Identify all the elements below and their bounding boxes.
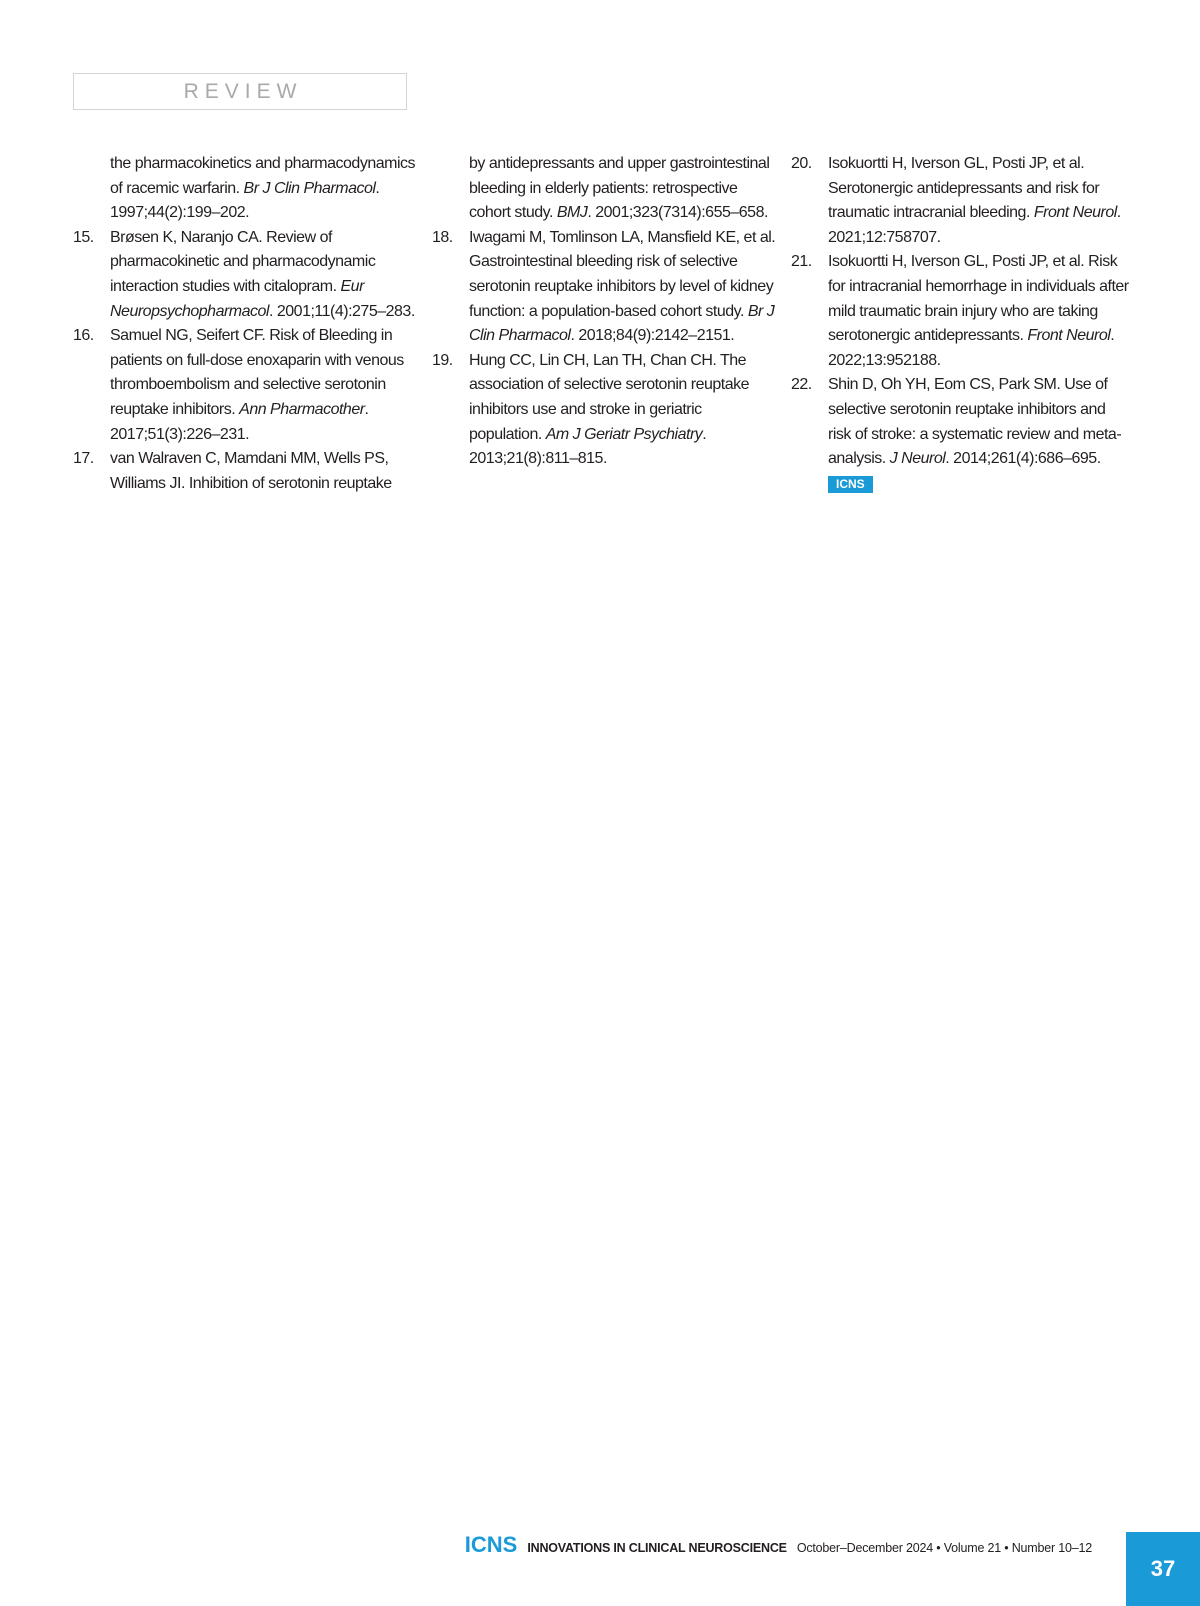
reference-text [110,450,392,492]
section-header-box [73,73,407,110]
reference-segment: Samuel NG, Seifert CF. Risk of Bleeding in patients on full-dose enoxaparin with venous thromboembolism and selective serotonin reuptake inhibitors. [110,327,404,418]
page-number: 37 [1150,1556,1176,1581]
reference-segment: . 2022;13:952188. [828,327,1115,369]
reference-segment: . 2021;12:758707. [828,204,1121,246]
reference-text [110,155,415,221]
reference-segment: Isokuortti H, Iverson GL, Posti JP, et al. Risk for intracranial hemorrhage in individuals after mild traumatic brain injury who are taking serotonergic antidepressants. [828,253,1129,345]
footer-journal-name: INNOVATIONS IN CLINICAL NEUROSCIENCE [527,1541,787,1555]
references-column-3 [791,152,1131,496]
footer-journal-logo: ICNS [464,1532,518,1557]
reference-item [791,152,1131,250]
reference-segment: the pharmacokinetics and pharmacodynamics of racemic warfarin. [110,155,415,197]
reference-text [110,229,415,320]
journal-name: J Neurol [889,450,946,468]
reference-number: 21. [791,253,812,271]
reference-segment: van Walraven C, Mamdani MM, Wells PS, Williams JI. Inhibition of serotonin reuptake [110,450,392,492]
reference-number: 16. [73,327,94,345]
reference-number: 19. [432,351,453,369]
reference-segment: Shin D, Oh YH, Eom CS, Park SM. Use of selective serotonin reuptake inhibitors and risk of stroke: a systematic review and meta-analysis. [828,376,1122,468]
section-label: REVIEW [183,79,303,103]
reference-item [432,226,778,349]
journal-name: Front Neurol [1027,327,1111,345]
references-column-1 [73,152,419,496]
page-footer [0,1532,1126,1560]
reference-text [469,229,775,344]
reference-segment: Isokuortti H, Iverson GL, Posti JP, et al. Serotonergic antidepressants and risk for traumatic intracranial bleeding. [828,155,1100,222]
reference-text [110,327,404,442]
reference-item [73,324,419,447]
reference-segment: . 2014;261(4):686–695. [945,450,1101,468]
journal-name: Br J Clin Pharmacol [469,302,775,345]
end-badge-wrap [791,472,1131,497]
end-of-article-badge: ICNS [828,476,873,493]
reference-segment: . 2013;21(8):811–815. [469,425,707,468]
journal-name: Br J Clin Pharmacol [243,179,376,197]
reference-segment: . 2001;323(7314):655–658. [587,204,768,222]
reference-text [469,155,769,221]
reference-number: 20. [791,155,812,172]
reference-item [73,152,419,226]
reference-text [469,352,749,467]
journal-name: Am J Geriatr Psychiatry [545,425,703,443]
reference-item [791,373,1131,471]
journal-name: BMJ [556,204,588,222]
reference-number: 15. [73,228,94,246]
reference-item [432,349,778,472]
reference-segment: . 2001;11(4):275–283. [268,302,415,320]
journal-name: Ann Pharmacother [239,400,365,418]
reference-segment: Hung CC, Lin CH, Lan TH, Chan CH. The association of selective serotonin reuptake inhibitors use and stroke in geriatric population. [469,351,750,443]
reference-item [73,447,419,496]
reference-segment: . 2018;84(9):2142–2151. [570,327,735,345]
reference-segment: Brøsen K, Naranjo CA. Review of pharmacokinetic and pharmacodynamic interaction studies with citalopram. [110,228,376,295]
reference-item [73,226,419,324]
reference-text [828,253,1129,368]
reference-text [828,155,1121,246]
reference-text [828,376,1121,467]
reference-segment: by antidepressants and upper gastrointestinal bleeding in elderly patients: retrospective cohort study. [469,155,770,222]
reference-number: 22. [791,376,812,394]
reference-number: 18. [432,228,453,246]
footer-issue-info: October–December 2024 • Volume 21 • Number 10–12 [796,1541,1092,1555]
page-number-box [1126,1532,1200,1606]
reference-segment: . 1997;44(2):199–202. [110,179,380,222]
journal-name: Eur Neuropsychopharmacol [110,277,364,320]
reference-item [432,152,778,226]
references-column-2 [432,152,778,472]
journal-name: Front Neurol [1033,204,1117,222]
reference-number: 17. [73,450,94,468]
reference-item [791,250,1131,373]
reference-segment: Iwagami M, Tomlinson LA, Mansfield KE, et al. Gastrointestinal bleeding risk of selective serotonin reuptake inhibitors by level of kidney function: a population-based cohort study. [469,228,776,320]
reference-segment: . 2017;51(3):226–231. [110,400,369,443]
